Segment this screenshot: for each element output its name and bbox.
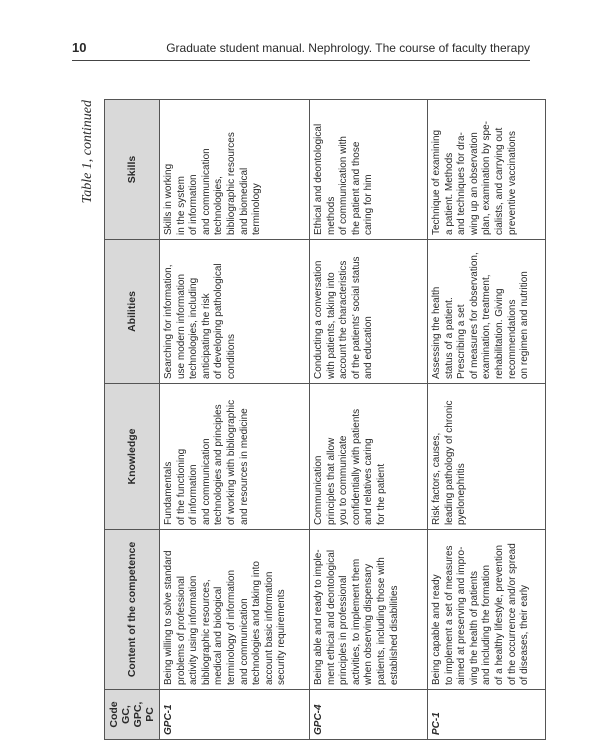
cell-text-line: Being able and ready to imple- — [313, 549, 324, 685]
cell-text-line: and biomedical — [238, 167, 250, 235]
cell-text-line: technologies and taking into — [251, 561, 263, 685]
running-title: Graduate student manual. Nephrology. The course of faculty therapy — [166, 41, 530, 55]
cell-content — [428, 530, 546, 690]
cell-text-line: of developing pathological — [213, 263, 225, 379]
cell-text-line: terminology of information — [225, 569, 237, 685]
competence-table — [104, 99, 546, 740]
cell-text-line: Technique of examining — [431, 129, 442, 235]
cell-text-line: leading pathology of chronic — [443, 400, 455, 525]
cell-skills — [428, 100, 546, 240]
cell-text-line: technologies and principles — [213, 404, 225, 525]
cell-text-line: and techniques for dra- — [456, 132, 468, 235]
cell-content — [160, 530, 310, 690]
cell-text-line: plan, examination by spe- — [481, 121, 493, 235]
table-row — [428, 100, 546, 740]
cell-knowledge — [160, 384, 310, 530]
col-header-code: Code GC, GPC, PC — [105, 690, 160, 740]
cell-knowledge — [428, 384, 546, 530]
cell-text-line: account the characteristics — [338, 260, 350, 379]
cell-text-line: of diseases, their early — [519, 584, 531, 685]
cell-text-line: of working with bibliographic — [225, 399, 237, 525]
cell-text-line: activities, to implement them — [350, 558, 362, 685]
cell-text-line: established disabilities — [388, 585, 400, 685]
cell-text-line: technologies, — [213, 176, 225, 235]
cell-text-line: Being willing to solve standard — [163, 550, 174, 685]
cell-text-line: methods — [325, 196, 337, 235]
cell-text-line: Searching for information, — [163, 264, 174, 379]
cell-text-line: of measures for observation, — [468, 252, 480, 379]
cell-text-line: Risk factors, causes, — [431, 432, 442, 525]
cell-text-line: rehabilitation. Giving — [493, 288, 505, 379]
cell-text-line: and education — [363, 316, 375, 379]
cell-text-line: Skills in working — [163, 163, 174, 235]
cell-content — [310, 530, 428, 690]
cell-abilities — [160, 240, 310, 384]
cell-text-line: Prescribing a set — [456, 304, 468, 379]
cell-text-line: with patients, taking into — [325, 272, 337, 379]
cell-text-line: and communication — [200, 438, 212, 525]
cell-text-line: of the patients' social status — [350, 256, 362, 379]
cell-text-line: Ethical and deontological — [313, 123, 324, 235]
cell-text-line: and including the formation — [481, 564, 493, 685]
cell-text-line: Communication — [313, 455, 324, 525]
cell-text-line: recommendations — [506, 299, 518, 379]
cell-text-line: pyelonephritis — [456, 463, 468, 525]
cell-text-line: anticipating the risk — [200, 293, 212, 379]
cell-text-line: aimed at preserving and impro- — [456, 546, 468, 685]
cell-text-line: and resources in medicine — [238, 408, 250, 525]
cell-text-line: bibliographic resources — [225, 132, 237, 235]
cell-text-line: status of a patient. — [443, 297, 455, 379]
rotated-table-container — [80, 100, 531, 740]
cell-text-line: technologies, including — [188, 277, 200, 379]
cell-text-line: terminology — [251, 183, 263, 235]
cell-text-line: problems of professional — [175, 576, 187, 685]
col-header-knowledge: Knowledge — [105, 384, 160, 530]
cell-text-line: of the occurrence and/or spread — [506, 543, 518, 685]
cell-text-line: ving the health of patients — [468, 571, 480, 685]
cell-text-line: Fundamentals — [163, 461, 174, 525]
cell-text-line: and communication — [200, 148, 212, 235]
table-row — [310, 100, 428, 740]
cell-text-line: and communication — [238, 598, 250, 685]
cell-text-line: examination, treatment, — [481, 274, 493, 379]
competence-code: GPC-1 — [160, 690, 310, 740]
col-header-abilities: Abilities — [105, 240, 160, 384]
cell-text-line: conditions — [225, 333, 237, 379]
cell-text-line: security requirements — [276, 589, 288, 685]
cell-text-line: Being capable and ready — [431, 574, 442, 685]
cell-text-line: when observing dispensary — [363, 563, 375, 685]
cell-knowledge — [310, 384, 428, 530]
cell-text-line: in the system — [175, 176, 187, 235]
cell-text-line: of information — [188, 464, 200, 525]
cell-text-line: medical and biological — [213, 586, 225, 685]
cell-text-line: Assessing the health — [431, 286, 442, 379]
cell-text-line: for the patient — [375, 463, 387, 525]
cell-text-line: of the functioning — [175, 448, 187, 525]
page-header — [72, 40, 530, 62]
page-number: 10 — [72, 40, 87, 55]
cell-text-line: preventive vaccinations — [506, 131, 518, 235]
cell-abilities — [310, 240, 428, 384]
cell-text-line: confidentially with patients — [350, 408, 362, 525]
cell-text-line: wing up an observation — [468, 132, 480, 235]
cell-abilities — [428, 240, 546, 384]
cell-text-line: the patient and those — [350, 141, 362, 235]
competence-code: PC-1 — [428, 690, 546, 740]
cell-text-line: on regimen and nutrition — [519, 271, 531, 379]
cell-text-line: cialists, and carrying out — [493, 127, 505, 235]
header-rule — [72, 60, 530, 61]
cell-text-line: to implement a set of measures — [443, 545, 455, 685]
cell-text-line: of a healthy lifestyle, prevention — [493, 544, 505, 685]
competence-code: GPC-4 — [310, 690, 428, 740]
cell-text-line: bibliographic resources, — [200, 579, 212, 685]
cell-text-line: account basic information — [263, 571, 275, 685]
cell-text-line: of information — [188, 174, 200, 235]
cell-text-line: principles in professional — [338, 575, 350, 685]
table-row — [160, 100, 310, 740]
col-header-skills: Skills — [105, 100, 160, 240]
cell-text-line: ment ethical and deontological — [325, 549, 337, 685]
cell-text-line: and relatives caring — [363, 438, 375, 525]
cell-text-line: Conducting a conversation — [313, 260, 324, 379]
cell-text-line: caring for him — [363, 174, 375, 235]
cell-skills — [310, 100, 428, 240]
table-header-row — [105, 100, 160, 740]
table-caption: Table 1, continued — [80, 100, 95, 204]
cell-text-line: of communication with — [338, 136, 350, 235]
cell-text-line: a patient. Methods — [443, 152, 455, 235]
cell-text-line: principles that allow — [325, 437, 337, 525]
cell-text-line: you to communicate — [338, 435, 350, 525]
cell-text-line: activity using information — [188, 575, 200, 685]
col-header-content: Content of the competence — [105, 530, 160, 690]
cell-text-line: patients, including those with — [375, 557, 387, 685]
cell-skills — [160, 100, 310, 240]
cell-text-line: use modern information — [175, 273, 187, 379]
